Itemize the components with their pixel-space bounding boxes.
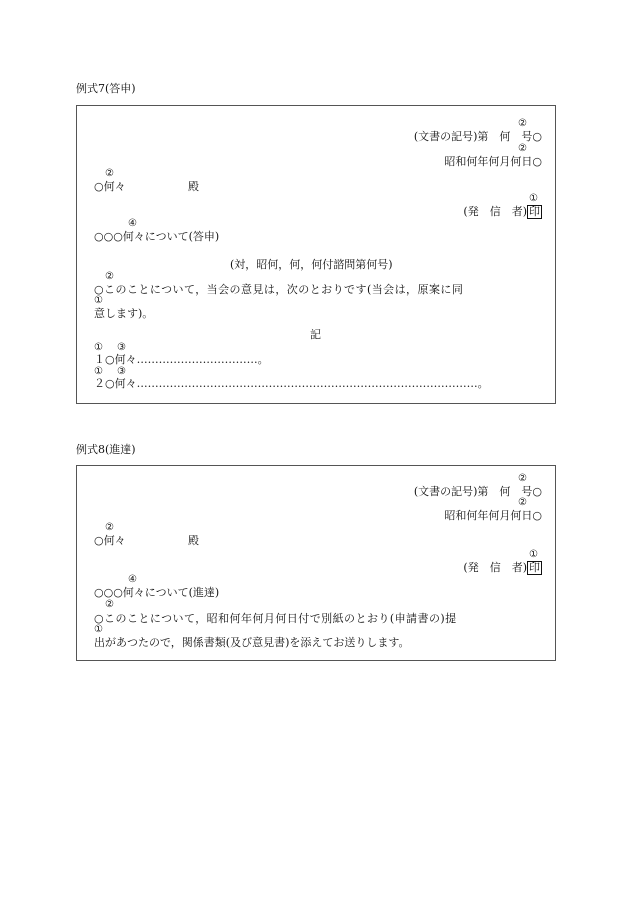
addressee-name: ○何々 (94, 534, 126, 547)
sender-line (463, 561, 542, 575)
mark-2: ② (518, 118, 527, 129)
mark-1: ① (94, 295, 103, 306)
mark-1: ① (94, 366, 103, 377)
mark-2: ② (105, 599, 114, 610)
list-item-1: １○何々……………………………。 (94, 353, 269, 366)
body-line-2: 出があつたので，関係書類(及び意見書)を添えてお送りします。 (94, 636, 410, 649)
form-box-transmittal (76, 465, 556, 661)
mark-1: ① (94, 342, 103, 353)
document-number: (文書の記号)第 何 号○ (413, 485, 542, 498)
mark-2: ② (105, 522, 114, 533)
mark-1: ① (529, 193, 538, 204)
document-subject: ○○○何々について(進達) (94, 586, 220, 599)
addressee-honorific: 殿 (188, 180, 199, 193)
body-line-2: 意します)。 (94, 307, 154, 320)
seal-stamp: 印 (529, 205, 540, 218)
mark-2: ② (105, 168, 114, 179)
ki-heading: 記 (310, 328, 321, 341)
document-number: (文書の記号)第 何 号○ (413, 130, 542, 143)
mark-3: ③ (117, 366, 126, 377)
mark-4: ④ (128, 574, 137, 585)
document-date: 昭和何年何月何日○ (444, 509, 542, 522)
mark-1: ① (94, 624, 103, 635)
sender-label: (発 信 者) (463, 561, 527, 574)
seal-stamp: 印 (529, 561, 540, 574)
mark-4: ④ (128, 218, 137, 229)
reference-line: (対，昭何，何，何付諮問第何号) (230, 258, 393, 271)
body-line-1: ○このことについて，昭和何年何月何日付で別紙のとおり(申請書の)提 (94, 612, 457, 625)
sender-line (463, 205, 542, 219)
addressee-honorific: 殿 (188, 534, 199, 547)
section-caption: 例式7(答申) (76, 82, 136, 95)
sender-label: (発 信 者) (463, 205, 527, 218)
section-caption: 例式8(進達) (76, 443, 136, 456)
document-subject: ○○○何々について(答申) (94, 230, 220, 243)
mark-2: ② (518, 497, 527, 508)
document-date: 昭和何年何月何日○ (444, 155, 542, 168)
mark-3: ③ (117, 342, 126, 353)
addressee-name: ○何々 (94, 180, 126, 193)
mark-2: ② (105, 271, 114, 282)
form-box-reply (76, 105, 556, 404)
mark-1: ① (529, 549, 538, 560)
list-item-2: ２○何々…………………………………………………………………………………。 (94, 377, 489, 390)
mark-2: ② (518, 143, 527, 154)
mark-2: ② (518, 473, 527, 484)
body-line-1: ○このことについて，当会の意見は，次のとおりです(当会は，原案に同 (94, 283, 464, 296)
